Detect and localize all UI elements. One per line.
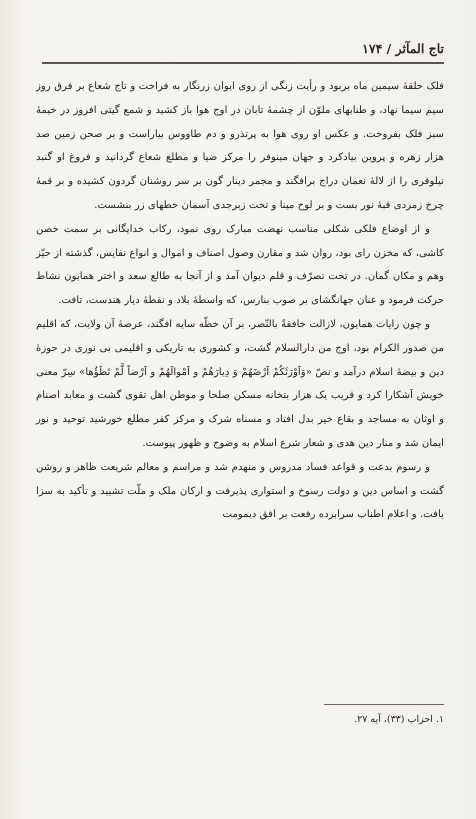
paragraph: فلک حلقهٔ سیمین ماه بربود و رأیت زنگی از روی ایوان زرنگار به فراخت و تاج شعاع بر فرق روز سیم سیما نهاد، و طنابهای ملوّن از چشمهٔ تابان در اوج هوا باز کشید و شمع گیتی افروز در خیمهٔ سبز فلک بفروخت. و عکس او روی هوا به پرتذرو و دم طاووس بیاراست و بر صحن زمین صد هزار زهره و پروین بیادکرد و جهان مینوفر را مرکز ضیا و مطلع شعاع گردانید و فروغ او گنبد نیلوفری را از لالهٔ نعمان دراج برافگند و مجمر دینار گون بر سر روشنان گردون کشیده و بر قمهٔ چرخ زمردی قبهٔ نور بست و بر لوح مینا و تخت زبرجدی آسمان خطهای زر بنشست. — [36, 81, 444, 211]
paragraph: و از اوضاع فلکی شکلی مناسب نهضت مبارک روی نمود، رکاب خدایگانی بر سمت حصن کاشی، که مخزن رای بود، روان شد و مقارن وصول اصناف و اموال و انواع نفایس، گذشته از حیّز وهم و مکان گمان. در تحت تصرّف و قلم دیوان آمد و از آنجا به طالع سعد و اختر همایون نشاط حرکت فرمود و عنان جهانگشای بر صوب بنارس، که واسطهٔ بلاد و نقطهٔ دیار هندست، تافت. — [36, 223, 444, 307]
footnote: ۱. احزاب (۳۳)، آیه ۲۷. — [354, 714, 444, 725]
footnote-rule — [324, 704, 444, 705]
running-header — [32, 38, 444, 56]
main-text — [36, 75, 444, 527]
running-title: تاج المآثر / ۱۷۴ — [362, 41, 444, 56]
paragraph: و چون رایات همایون، لازالت خافقةً بالنّصر، بر آن خطّه سایه افگند، عرصهٔ آن ولایت، که اقلیم من صدور الکرام بود، اوج من دارالسلام گشت، و کشوری به تاریکی و اقلیمی بی نوری در حوزهٔ دین و بیضهٔ اسلام درآمد و نصّ «وَاَوْرَثَکُمْ اَرْضَهُمْ وَ دِیارَهُمْ و اَمْوالَهُمْ و اَرْضاً لَّمْ تَطَؤُها» سِرّ معنی خویش آشکارا کرد و قریب یک هزار بتخانه مسکن صلحا و موطن اهل تقوی گشت و معابد اصنام و اوثان به مساجد و بقاع خیر بدل افتاد و مسناه شرک و مرکز کفر مطلع خورشید توحید و نور ایمان شد و منار دین هدی و شعار شرع اسلام به وضوح و ظهور پیوست. — [36, 318, 444, 449]
header-rule — [42, 62, 444, 64]
paragraph: و رسوم بدعت و قواعد فساد مدروس و منهدم شد و مراسم و معالم شریعت ظاهر و روشن گشت و اساس دین و دولت رسوخ و استواری پذیرفت و ارکان ملک و ملّت تشیید و تأکید به سزا یافت. و اعلام اطناب سرابرده رفعت بر افق دیمومت — [36, 461, 444, 521]
